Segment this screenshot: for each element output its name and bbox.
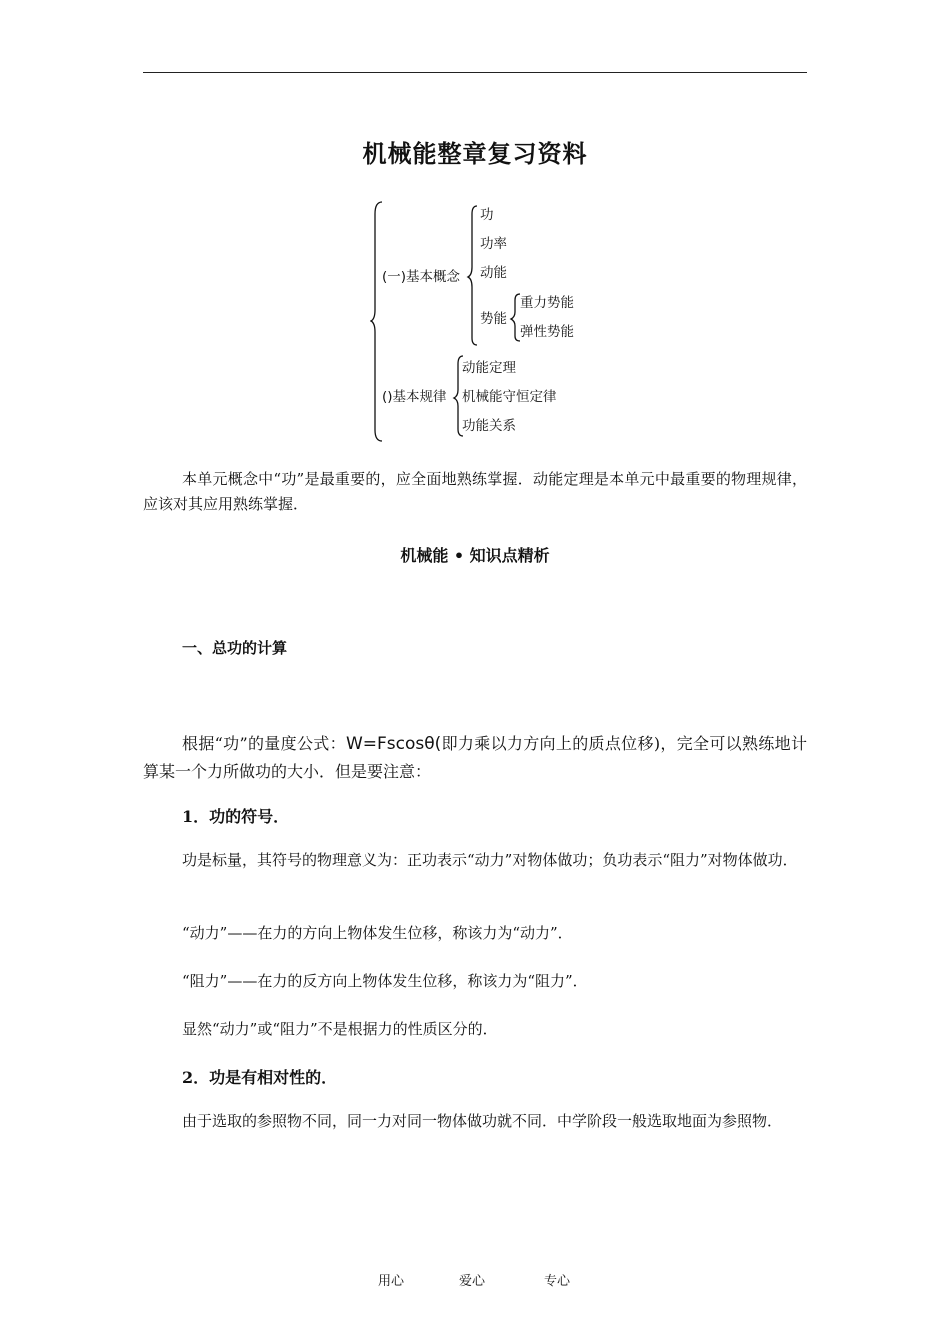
formula-explanation-text: 即力乘以力方向上的质点位移)，完全可以熟练地计算某一个力所做功的大小．但是要注意： [143,734,807,781]
law-energy-conservation: 机械能守恒定律 [462,389,557,405]
concept-potential-energy: 势能 [480,311,507,327]
intro-paragraph: 本单元概念中“功”是最重要的，应全面地熟练掌握．动能定理是本单元中最重要的物理规律，应该对其应用熟练掌握． [143,470,807,513]
resisting-force-definition: “阻力”——在力的反方向上物体发生位移，称该力为“阻力”． [182,972,588,990]
subheading-work-relativity: 2．功是有相对性的． [182,1068,338,1087]
section-title: 机械能 • 知识点精析 [400,546,550,565]
concept-work: 功 [480,207,494,223]
concept-kinetic-energy: 动能 [480,265,507,281]
heading-total-work: 一、总功的计算 [182,639,288,657]
work-sign-paragraph: 功是标量，其符号的物理意义为：正功表示“动力”对物体做功；负功表示“阻力”对物体做功． [182,851,798,869]
concept-tree-diagram [370,198,610,446]
work-formula: W=Fscosθ( [345,734,442,754]
formula-paragraph [143,730,807,785]
subheading-work-sign: 1．功的符号． [182,807,290,826]
formula-intro-text: 根据“功”的量度公式： [182,734,346,753]
gravitational-potential: 重力势能 [520,295,574,311]
elastic-potential: 弹性势能 [520,324,574,340]
law-work-energy-relation: 功能关系 [462,418,516,434]
law-kinetic-theorem: 动能定理 [462,360,516,376]
group2-label: ()基本规律 [382,389,447,405]
work-relativity-paragraph: 由于选取的参照物不同，同一力对同一物体做功就不同．中学阶段一般选取地面为参照物． [182,1112,783,1130]
page-title: 机械能整章复习资料 [362,139,588,168]
footer-text-2: 爱心 [459,1274,486,1289]
force-nature-note: 显然“动力”或“阻力”不是根据力的性质区分的． [182,1020,498,1038]
header-rule [143,72,807,73]
group1-label: (一)基本概念 [382,269,461,285]
concept-power: 功率 [480,236,507,252]
driving-force-definition: “动力”——在力的方向上物体发生位移，称该力为“动力”． [182,924,573,942]
footer-text-1: 用心 [378,1274,405,1289]
footer-text-3: 专心 [544,1274,571,1289]
